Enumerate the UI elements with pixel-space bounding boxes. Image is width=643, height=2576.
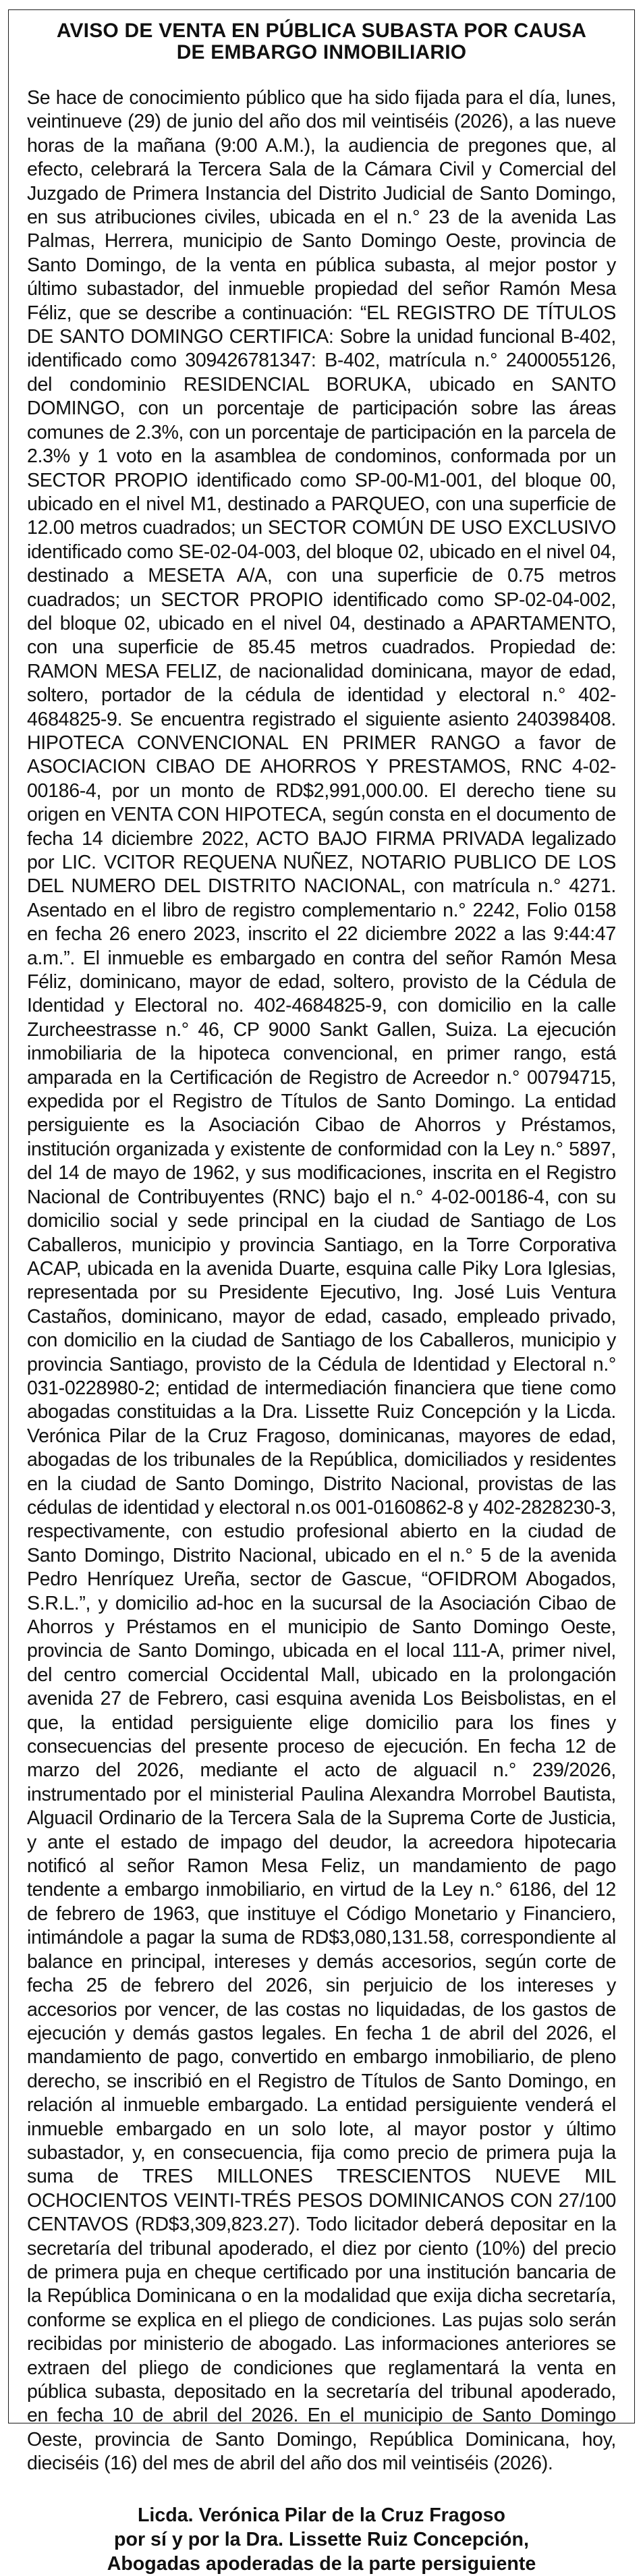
notice-body: Se hace de conocimiento público que ha sido fijada para el día, lunes, veintinueve (29) de junio del año dos mil veintiséis (2026), a las nueve horas de la mañana (9:00 A.M.), la audiencia de pregones que, al efecto, celebrará la Tercera Sala de la Cámara Civil y Comercial del Juzgado de Primera Instancia del Distrito Judicial de Santo Domingo, en sus atribuciones civiles, ubicada en el n.° 23 de la avenida Las Palmas, Herrera, municipio de Santo Domingo Oeste, provincia de Santo Domingo, de la venta en pública subasta, al mejor postor y último subastador, del inmueble propiedad del señor Ramón Mesa Féliz, que se describe a continuación: “EL REGISTRO DE TÍTULOS DE SANTO DOMINGO CERTIFICA: Sobre la unidad funcional B-402, identificado como 309426781347: B-402, matrícula n.° 2400055126, del condominio RESIDENCIAL BORUKA, ubicado en SANTO DOMINGO, con un porcentaje de participación sobre las áreas comunes de 2.3%, con un porcentaje de participación en la parcela de 2.3% y 1 voto en la asamblea de condominos, conformada por un SECTOR PROPIO identificado como SP-00-M1-001, del bloque 00, ubicado en el nivel M1, destinado a PARQUEO, con una superficie de 12.00 metros cuadrados; un SECTOR COMÚN DE USO EXCLUSIVO identificado como SE-02-04-003, del bloque 02, ubicado en el nivel 04, destinado a MESETA A/A, con una superficie de 0.75 metros cuadrados; un SECTOR PROPIO identificado como SP-02-04-002, del bloque 02, ubicado en el nivel 04, destinado a APARTAMENTO, con una superficie de 85.45 metros cuadrados. Propiedad de: RAMON MESA FELIZ, de nacionalidad dominicana, mayor de edad, soltero, portador de la cédula de identidad y electoral n.° 402-4684825-9. Se encuentra registrado el siguiente asiento 240398408. HIPOTECA CONVENCIONAL EN PRIMER RANGO a favor de ASOCIACION CIBAO DE AHORROS Y PRESTAMOS, RNC 4-02-00186-4, por un monto de RD$2,991,000.00. El derecho tiene su origen en VENTA CON HIPOTECA, según consta en el documento de fecha 14 diciembre 2022, ACTO BAJO FIRMA PRIVADA legalizado por LIC. VCITOR REQUENA NUÑEZ, NOTARIO PUBLICO DE LOS DEL NUMERO DEL DISTRITO NACIONAL, con matrícula n.° 4271. Asentado en el libro de registro complementario n.° 2242, Folio 0158 en fecha 26 enero 2023, inscrito el 22 diciembre 2022 a las 9:44:47 a.m.”. El inmueble es embargado en contra del señor Ramón Mesa Féliz, dominicano, mayor de edad, soltero, provisto de la Cédula de Identidad y Electoral no. 402-4684825-9, con domicilio en la calle Zurcheestrasse n.° 46, CP 9000 Sankt Gallen, Suiza. La ejecución inmobiliaria de la hipoteca convencional, en primer rango, está amparada en la Certificación de Registro de Acreedor n.° 00794715, expedida por el Registro de Títulos de Santo Domingo. La entidad persiguiente es la Asociación Cibao de Ahorros y Préstamos, institución organizada y existente de conformidad con la Ley n.° 5897, del 14 de mayo de 1962, y sus modificaciones, inscrita en el Registro Nacional de Contribuyentes (RNC) bajo el n.° 4-02-00186-4, con su domicilio social y sede principal en la ciudad de Santiago de Los Caballeros, municipio y provincia Santiago, en la Torre Corporativa ACAP, ubicada en la avenida Duarte, esquina calle Piky Lora Iglesias, representada por su Presidente Ejecutivo, Ing. José Luis Ventura Castaños, dominicano, mayor de edad, casado, empleado privado, con domicilio en la ciudad de Santiago de los Caballeros, municipio y provincia Santiago, provisto de la Cédula de Identidad y Electoral n.° 031-0228980-2; entidad de intermediación financiera que tiene como abogadas constituidas a la Dra. Lissette Ruiz Concepción y la Licda. Verónica Pilar de la Cruz Fragoso, dominicanas, mayores de edad, abogadas de los tribunales de la República, domiciliados y residentes en la ciudad de Santo Domingo, Distrito Nacional, provistas de las cédulas de identidad y electoral n.os 001-0160862-8 y 402-2828230-3, respectivamente, con estudio profesional abierto en la ciudad de Santo Domingo, Distrito Nacional, ubicado en el n.° 5 de la avenida Pedro Henríquez Ureña, sector de Gascue, “OFIDROM Abogados, S.R.L.”, y domicilio ad-hoc en la sucursal de la Asociación Cibao de Ahorros y Préstamos en el municipio de Santo Domingo Oeste, provincia de Santo Domingo, ubicada en el local 111-A, primer nivel, del centro comercial Occidental Mall, ubicado en la prolongación avenida 27 de Febrero, casi esquina avenida Los Beisbolistas, en el que, la entidad persiguiente elige domicilio para los fines y consecuencias del presente proceso de ejecución. En fecha 12 de marzo del 2026, mediante el acto de alguacil n.° 239/2026, instrumentado por el ministerial Paulina Alexandra Morrobel Bautista, Alguacil Ordinario de la Tercera Sala de la Suprema Corte de Justicia, y ante el estado de impago del deudor, la acreedora hipotecaria notificó al señor Ramon Mesa Feliz, un mandamiento de pago tendente a embargo inmobiliario, en virtud de la Ley n.° 6186, del 12 de febrero de 1963, que instituye el Código Monetario y Financiero, intimándole a pagar la suma de RD$3,080,131.58, correspondiente al balance en principal, intereses y demás accesorios, según corte de fecha 25 de febrero del 2026, sin perjuicio de los intereses y accesorios por vencer, de las costas no liquidadas, de los gastos de ejecución y demás gastos legales. En fecha 1 de abril del 2026, el mandamiento de pago, convertido en embargo inmobiliario, de pleno derecho, se inscribió en el Registro de Títulos de Santo Domingo, en relación al inmueble embargado. La entidad persiguiente venderá el inmueble embargado en un solo lote, al mayor postor y último subastador, y, en consecuencia, fija como precio de primera puja la suma de TRES MILLONES TRESCIENTOS NUEVE MIL OCHOCIENTOS VEINTI-TRÉS PESOS DOMINICANOS CON 27/100 CENTAVOS (RD$3,309,823.27). Todo licitador deberá depositar en la secretaría del tribunal apoderado, el diez por ciento (10%) del precio de primera puja en cheque certificado por una institución bancaria de la República Dominicana o en la modalidad que exija dicha secretaría, conforme se explica en el pliego de condiciones. Las pujas solo serán recibidas por ministerio de abogado. Las informaciones anteriores se extraen del pliego de condiciones que reglamentará la venta en pública subasta, depositado en la secretaría del tribunal apoderado, en fecha 10 de abril del 2026. En el municipio de Santo Domingo Oeste, provincia de Santo Domingo, República Dominicana, hoy, dieciséis (16) del mes de abril del año dos mil veintiséis (2026).: [27, 87, 616, 2475]
signature-line-3: Abogadas apoderadas de la parte persiguiente: [107, 2552, 536, 2575]
signature-line-1: Licda. Verónica Pilar de la Cruz Fragoso: [137, 2504, 506, 2526]
notice-title: [27, 20, 616, 63]
signature-line-2: por sí y por la Dra. Lissette Ruiz Concepción,: [114, 2528, 529, 2550]
notice-title-line-1: AVISO DE VENTA EN PÚBLICA SUBASTA POR CAUSA: [56, 20, 587, 42]
notice-content: [27, 20, 616, 2576]
signature-block: [27, 2503, 616, 2576]
notice-title-line-2: DE EMBARGO INMOBILIARIO: [176, 41, 467, 63]
